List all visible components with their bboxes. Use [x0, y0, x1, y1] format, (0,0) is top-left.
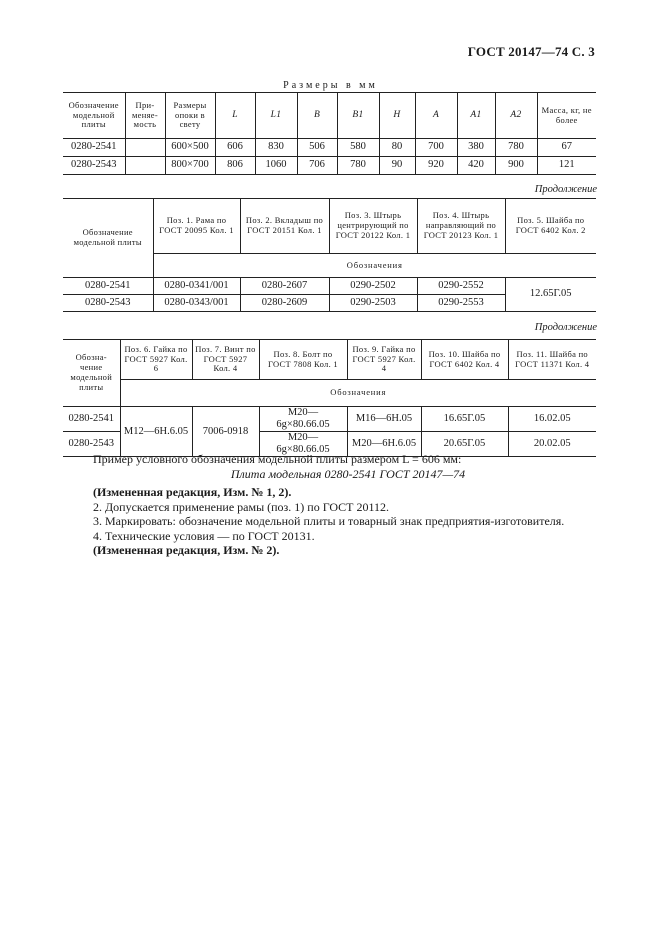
table2-continuation: Продолжение: [534, 184, 597, 195]
t1-cell: [125, 157, 165, 175]
t1-header-A2: A2: [495, 93, 537, 139]
t3-header-pos11: Поз. 11. Шайба по ГОСТ 11371 Кол. 4: [508, 340, 596, 380]
t3-cell: М20—6g×80.66.05: [259, 432, 347, 457]
t1-cell: 806: [215, 157, 255, 175]
t3-cell: 20.65Г.05: [421, 432, 508, 457]
note-4: 4. Технические условия — по ГОСТ 20131.: [93, 528, 315, 543]
t3-header-designation: Обозна-чение модельной плиты: [63, 340, 120, 407]
t2-cell: 0290-2553: [417, 295, 505, 312]
t1-header-L1: L1: [255, 93, 297, 139]
t2-header-pos2: Поз. 2. Вкладыш по ГОСТ 20151 Кол. 1: [240, 199, 329, 254]
note-2: 2. Допускается применение рамы (поз. 1) по ГОСТ 20112.: [93, 499, 390, 514]
t2-cell: 0280-2607: [240, 278, 329, 295]
t3-cell: 20.02.05: [508, 432, 596, 457]
t3-cell-screw: 7006-0918: [192, 407, 259, 457]
t1-cell: 780: [495, 139, 537, 157]
page-header: ГОСТ 20147—74 С. 3: [467, 44, 595, 59]
t3-cell: 16.65Г.05: [421, 407, 508, 432]
t2-cell: 0280-0343/001: [153, 295, 240, 312]
table-row: [63, 407, 596, 432]
t2-header-pos5: Поз. 5. Шайба по ГОСТ 6402 Кол. 2: [505, 199, 596, 254]
t1-cell: 506: [297, 139, 337, 157]
t2-cell: 0280-2543: [63, 295, 153, 312]
t1-cell: 606: [215, 139, 255, 157]
t1-cell: [125, 139, 165, 157]
t2-cell: 0290-2503: [329, 295, 417, 312]
t1-cell: 80: [379, 139, 415, 157]
t1-cell: 800×700: [165, 157, 215, 175]
t2-cell: 0290-2502: [329, 278, 417, 295]
t2-cell: 0280-0341/001: [153, 278, 240, 295]
t1-cell: 780: [337, 157, 379, 175]
t1-cell: 380: [457, 139, 495, 157]
t2-cell: 0280-2609: [240, 295, 329, 312]
parts-table-1: [63, 198, 596, 312]
t1-header-applicability: При-меняе-мость: [125, 93, 165, 139]
table3-continuation: Продолжение: [534, 322, 597, 333]
parts-table-2: [63, 339, 596, 457]
t3-subheader: Обозначения: [120, 380, 596, 407]
t3-header-pos8: Поз. 8. Болт по ГОСТ 7808 Кол. 1: [259, 340, 347, 380]
t1-header-mass: Масса, кг, не более: [537, 93, 596, 139]
t3-header-pos9: Поз. 9. Гайка по ГОСТ 5927 Кол. 4: [347, 340, 421, 380]
t2-header-designation: Обозначение модельной плиты: [63, 199, 153, 278]
t1-header-A: A: [415, 93, 457, 139]
t3-header-pos7: Поз. 7. Винт по ГОСТ 5927 Кол. 4: [192, 340, 259, 380]
t1-cell: 700: [415, 139, 457, 157]
t3-cell: М20—6Н.6.05: [347, 432, 421, 457]
t3-header-pos6: Поз. 6. Гайка по ГОСТ 5927 Кол. 6: [120, 340, 192, 380]
t2-cell: 0290-2552: [417, 278, 505, 295]
t2-header-pos3: Поз. 3. Штырь центрирующий по ГОСТ 20122 Кол. 1: [329, 199, 417, 254]
t1-cell: 1060: [255, 157, 297, 175]
note-3: 3. Маркировать: обозначение модельной плиты и товарный знак предприятия-изготовителя.: [93, 514, 565, 528]
t1-cell: 920: [415, 157, 457, 175]
t3-header-pos10: Поз. 10. Шайба по ГОСТ 6402 Кол. 4: [421, 340, 508, 380]
example-designation: Плита модельная 0280-2541 ГОСТ 20147—74: [230, 466, 466, 481]
t1-cell: 600×500: [165, 139, 215, 157]
t2-header-pos4: Поз. 4. Штырь направляющий по ГОСТ 20123 Кол. 1: [417, 199, 505, 254]
t1-cell: 0280-2543: [63, 157, 125, 175]
table-row: [63, 157, 596, 175]
t3-cell-nut: М12—6Н.6.05: [120, 407, 192, 457]
t1-cell: 706: [297, 157, 337, 175]
revision-note-1: (Измененная редакция, Изм. № 1, 2).: [93, 485, 292, 499]
t3-cell: М16—6Н.05: [347, 407, 421, 432]
t1-cell: 90: [379, 157, 415, 175]
t3-cell: 0280-2543: [63, 432, 120, 457]
t1-header-H: H: [379, 93, 415, 139]
t2-cell: 0280-2541: [63, 278, 153, 295]
t1-header-B1: B1: [337, 93, 379, 139]
t3-cell: 16.02.05: [508, 407, 596, 432]
t2-header-pos1: Поз. 1. Рама по ГОСТ 20095 Кол. 1: [153, 199, 240, 254]
t1-header-designation: Обозначение модельной плиты: [63, 93, 125, 139]
t1-cell: 830: [255, 139, 297, 157]
t2-subheader: Обозначения: [153, 254, 596, 278]
t1-cell: 580: [337, 139, 379, 157]
table-row: [63, 278, 596, 295]
t1-cell: 121: [537, 157, 596, 175]
t1-header-flask-size: Размеры опоки в свету: [165, 93, 215, 139]
t1-header-A1: A1: [457, 93, 495, 139]
t3-cell: 0280-2541: [63, 407, 120, 432]
revision-note-2: (Измененная редакция, Изм. № 2).: [93, 543, 280, 557]
t1-header-B: B: [297, 93, 337, 139]
table-row: [63, 139, 596, 157]
t1-cell: 900: [495, 157, 537, 175]
t1-cell: 0280-2541: [63, 139, 125, 157]
notes-section: [93, 452, 613, 558]
example-intro: Пример условного обозначения модельной плиты размером L = 606 мм:: [93, 452, 462, 466]
table1-caption: Размеры в мм: [283, 80, 378, 91]
t1-header-L: L: [215, 93, 255, 139]
t2-cell-washer: 12.65Г.05: [505, 278, 596, 312]
dimensions-table: [63, 92, 596, 175]
t3-cell: М20—6g×80.66.05: [259, 407, 347, 432]
t1-cell: 67: [537, 139, 596, 157]
t1-cell: 420: [457, 157, 495, 175]
